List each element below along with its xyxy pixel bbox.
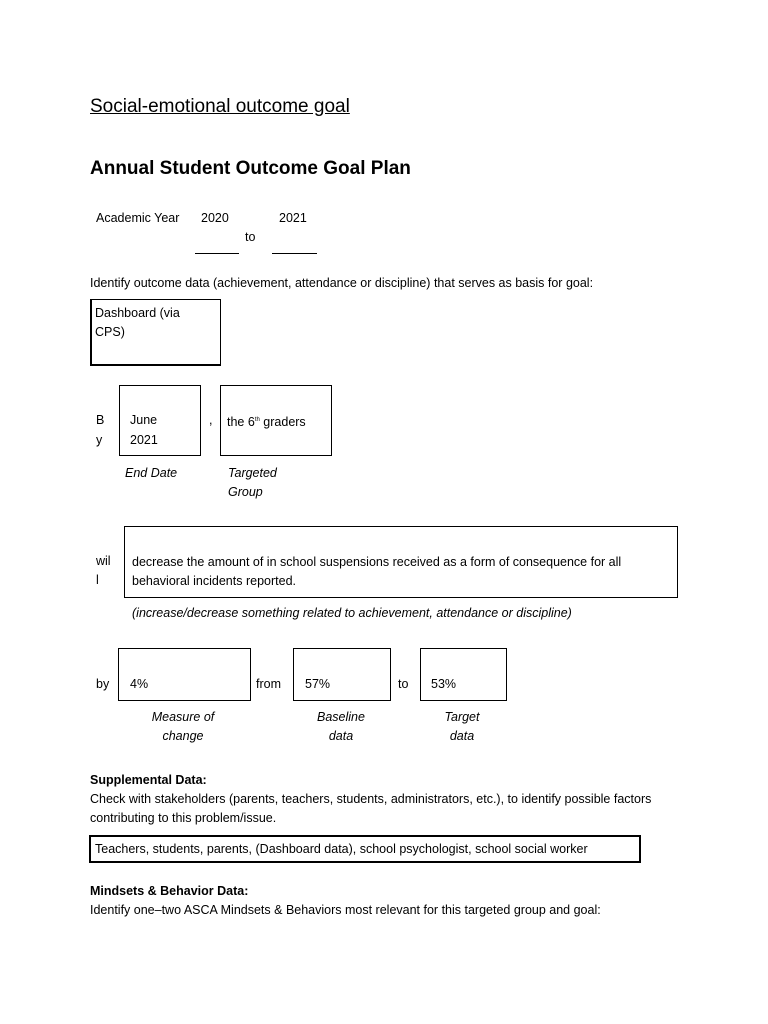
- end-date-box[interactable]: [119, 385, 201, 456]
- goal-caption: (increase/decrease something related to achievement, attendance or discipline): [132, 606, 572, 620]
- supplemental-value: Teachers, students, parents, (Dashboard data), school psychologist, school social worker: [95, 842, 588, 856]
- will-label-1: wil: [96, 554, 111, 568]
- end-date-caption: End Date: [125, 466, 178, 480]
- academic-year-to: to: [245, 230, 256, 244]
- target-box[interactable]: [420, 648, 507, 701]
- outcome-data-value: Dashboard (via CPS): [95, 306, 180, 339]
- goal-box[interactable]: [124, 526, 678, 598]
- measure-value: 4%: [130, 677, 149, 691]
- targeted-group-value: the 6th graders: [227, 415, 306, 430]
- by-label-y: y: [96, 433, 103, 447]
- plan-title: Annual Student Outcome Goal Plan: [90, 158, 411, 179]
- page-title: Social-emotional outcome goal: [90, 96, 350, 117]
- baseline-box[interactable]: [293, 648, 391, 701]
- by-comma: ,: [209, 413, 213, 427]
- baseline-caption-1: Baseline: [317, 710, 365, 724]
- will-label-2: l: [96, 573, 99, 587]
- mindsets-heading: Mindsets & Behavior Data:: [90, 884, 249, 898]
- outcome-data-box[interactable]: [90, 299, 221, 366]
- target-caption-2: data: [449, 729, 475, 743]
- measure-caption-2: change: [162, 729, 204, 743]
- year-start-underline: [195, 253, 239, 254]
- academic-year-start: 2020: [201, 211, 229, 225]
- goal-text: decrease the amount of in school suspensions received as a form of consequence for all behavioral incidents reported.: [132, 555, 622, 588]
- end-date-month: June: [130, 413, 158, 427]
- targeted-group-box[interactable]: [220, 385, 332, 456]
- supplemental-box[interactable]: [89, 835, 641, 863]
- academic-year-label: Academic Year: [96, 211, 180, 225]
- supplemental-heading: Supplemental Data:: [90, 773, 207, 787]
- from-label: from: [256, 677, 281, 691]
- supplemental-prompt: Check with stakeholders (parents, teachers, students, administrators, etc.), to identify possible factors contributing to this problem/issue.: [90, 792, 652, 825]
- baseline-caption-2: data: [328, 729, 354, 743]
- year-end-underline: [272, 253, 317, 254]
- targeted-caption-1: Targeted: [228, 466, 277, 480]
- target-caption-1: Target: [444, 710, 480, 724]
- academic-year-end: 2021: [279, 211, 307, 225]
- measure-caption-1: Measure of: [151, 710, 215, 724]
- end-date-year: 2021: [130, 433, 158, 447]
- targeted-caption-2: Group: [228, 485, 263, 499]
- mindsets-prompt: Identify one–two ASCA Mindsets & Behaviors most relevant for this targeted group and goal:: [90, 903, 601, 917]
- to-label: to: [398, 677, 409, 691]
- by-label-b: B: [96, 413, 105, 427]
- target-value: 53%: [431, 677, 457, 691]
- measure-by-label: by: [96, 677, 110, 691]
- measure-box[interactable]: [118, 648, 251, 701]
- baseline-value: 57%: [305, 677, 331, 691]
- outcome-data-prompt: Identify outcome data (achievement, attendance or discipline) that serves as basis for goal:: [90, 276, 594, 290]
